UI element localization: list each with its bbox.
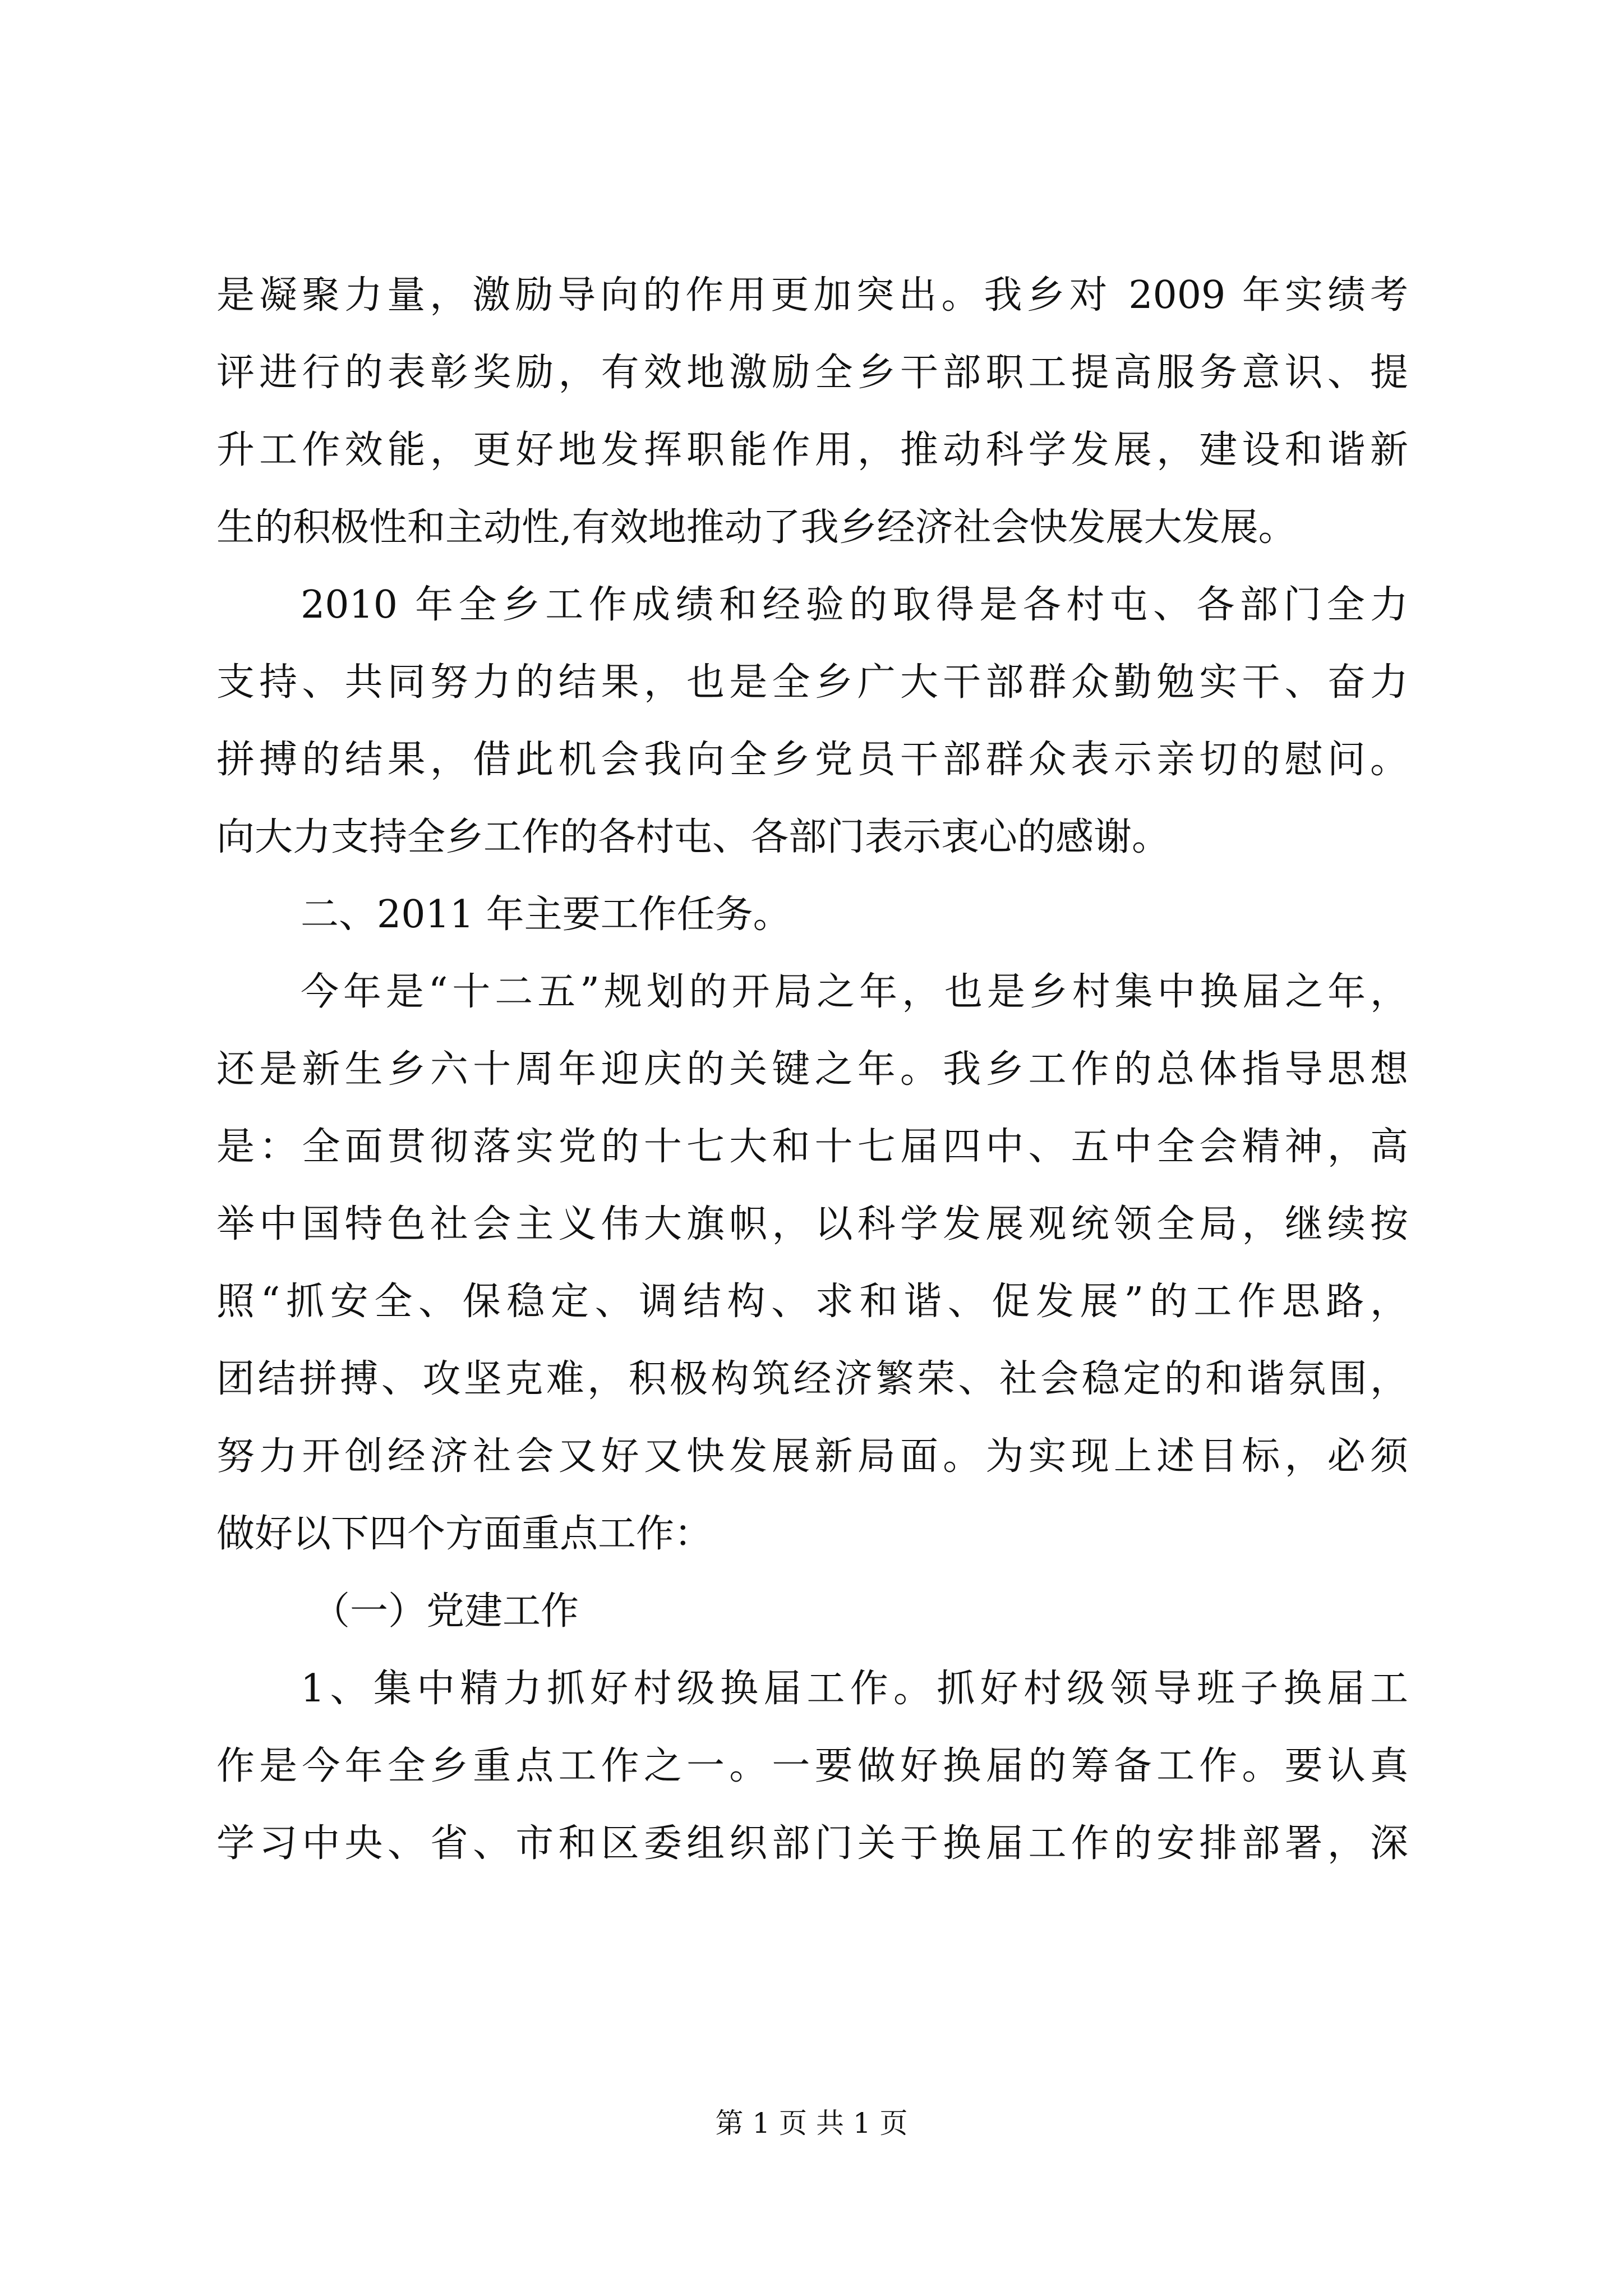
document-line: 团结拼搏、攻坚克难，积极构筑经济繁荣、社会稳定的和谐氛围， <box>216 1357 1408 1401</box>
document-line: 照“抓安全、保稳定、调结构、求和谐、促发展”的工作思路， <box>216 1280 1408 1324</box>
document-line: 是：全面贯彻落实党的十七大和十七届四中、五中全会精神，高 <box>216 1125 1408 1169</box>
document-line: 支持、共同努力的结果，也是全乡广大干部群众勤勉实干、奋力 <box>216 660 1408 705</box>
document-line: 向大力支持全乡工作的各村屯、各部门表示衷心的感谢。 <box>216 815 1170 859</box>
document-body <box>216 257 1408 1883</box>
document-line: （一）党建工作 <box>312 1589 579 1634</box>
document-line: 二、2011 年主要工作任务。 <box>301 892 791 937</box>
document-line: 1、集中精力抓好村级换届工作。抓好村级领导班子换届工 <box>301 1667 1408 1711</box>
document-line: 2010 年全乡工作成绩和经验的取得是各村屯、各部门全力 <box>301 583 1408 627</box>
document-line: 是凝聚力量，激励导向的作用更加突出。我乡对 2009 年实绩考 <box>216 273 1408 318</box>
document-line: 做好以下四个方面重点工作： <box>216 1512 713 1556</box>
document-line: 拼搏的结果，借此机会我向全乡党员干部群众表示亲切的慰问。 <box>216 738 1408 782</box>
document-line: 生的积极性和主动性,有效地推动了我乡经济社会快发展大发展。 <box>216 505 1297 550</box>
document-line: 努力开创经济社会又好又快发展新局面。为实现上述目标，必须 <box>216 1434 1408 1479</box>
document-line: 举中国特色社会主义伟大旗帜，以科学发展观统领全局，继续按 <box>216 1202 1408 1246</box>
document-line: 还是新生乡六十周年迎庆的关键之年。我乡工作的总体指导思想 <box>216 1047 1408 1092</box>
document-line: 今年是“十二五”规划的开局之年，也是乡村集中换届之年， <box>301 970 1408 1014</box>
document-line: 学习中央、省、市和区委组织部门关于换届工作的安排部署，深 <box>216 1821 1408 1866</box>
document-line: 升工作效能，更好地发挥职能作用，推动科学发展，建设和谐新 <box>216 428 1408 472</box>
document-line: 评进行的表彰奖励，有效地激励全乡干部职工提高服务意识、提 <box>216 351 1408 395</box>
page-footer: 第 1 页 共 1 页 <box>715 2107 908 2139</box>
document-line: 作是今年全乡重点工作之一。一要做好换届的筹备工作。要认真 <box>216 1744 1408 1788</box>
